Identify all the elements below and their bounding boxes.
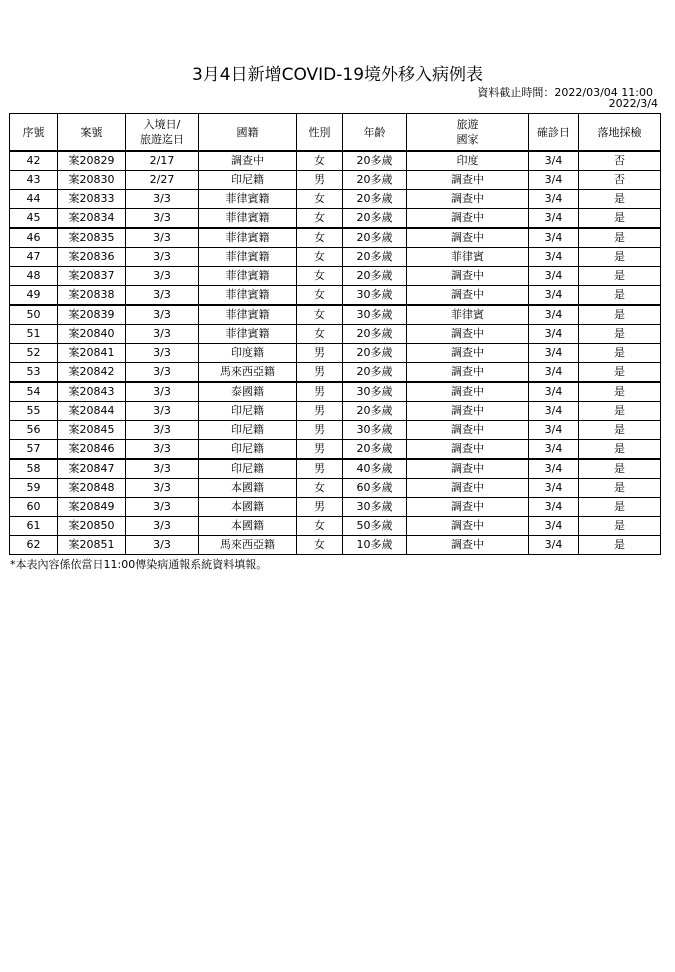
cell-travel-country: 調查中 (407, 479, 529, 498)
cell-age: 60多歲 (343, 479, 407, 498)
cell-nationality: 菲律賓籍 (199, 286, 297, 306)
table-row (10, 363, 661, 383)
cell-case-no: 案20843 (58, 382, 126, 402)
cell-age: 20多歲 (343, 440, 407, 460)
cell-seq: 56 (10, 421, 58, 440)
cell-case-no: 案20847 (58, 459, 126, 479)
cell-seq: 46 (10, 228, 58, 248)
cell-age: 20多歲 (343, 325, 407, 344)
header-row (10, 114, 661, 152)
cell-case-no: 案20846 (58, 440, 126, 460)
cell-testing: 是 (579, 402, 661, 421)
cell-age: 20多歲 (343, 190, 407, 209)
cell-confirm-date: 3/4 (529, 498, 579, 517)
cell-seq: 48 (10, 267, 58, 286)
footnote: *本表內容係依當日11:00傳染病通報系統資料填報。 (10, 558, 268, 571)
table-row (10, 305, 661, 325)
cell-case-no: 案20839 (58, 305, 126, 325)
cell-nationality: 菲律賓籍 (199, 248, 297, 267)
cell-nationality: 菲律賓籍 (199, 209, 297, 229)
cell-seq: 62 (10, 536, 58, 555)
cell-testing: 是 (579, 440, 661, 460)
header-entry-date (126, 114, 199, 152)
cell-nationality: 菲律賓籍 (199, 305, 297, 325)
cell-travel-country: 調查中 (407, 382, 529, 402)
cell-seq: 43 (10, 171, 58, 190)
cell-testing: 否 (579, 171, 661, 190)
table-row (10, 209, 661, 229)
cell-age: 30多歲 (343, 382, 407, 402)
cell-sex: 女 (297, 248, 343, 267)
cell-entry-date: 3/3 (126, 479, 199, 498)
table-row (10, 421, 661, 440)
report-date: 2022/3/4 (608, 97, 658, 110)
cell-confirm-date: 3/4 (529, 440, 579, 460)
cell-travel-country: 調查中 (407, 498, 529, 517)
cell-testing: 否 (579, 151, 661, 171)
cell-entry-date: 3/3 (126, 382, 199, 402)
cell-sex: 男 (297, 382, 343, 402)
cell-age: 30多歲 (343, 286, 407, 306)
cell-seq: 42 (10, 151, 58, 171)
cell-seq: 61 (10, 517, 58, 536)
cell-nationality: 印尼籍 (199, 171, 297, 190)
cell-confirm-date: 3/4 (529, 151, 579, 171)
cell-sex: 男 (297, 344, 343, 363)
cell-travel-country: 調查中 (407, 171, 529, 190)
header-confirm-date: 確診日 (529, 114, 579, 152)
cell-travel-country: 調查中 (407, 517, 529, 536)
cell-confirm-date: 3/4 (529, 382, 579, 402)
cell-nationality: 本國籍 (199, 479, 297, 498)
cell-seq: 45 (10, 209, 58, 229)
cell-entry-date: 2/17 (126, 151, 199, 171)
cell-seq: 51 (10, 325, 58, 344)
cell-nationality: 菲律賓籍 (199, 267, 297, 286)
cell-confirm-date: 3/4 (529, 536, 579, 555)
cell-seq: 57 (10, 440, 58, 460)
cell-testing: 是 (579, 382, 661, 402)
cell-sex: 男 (297, 402, 343, 421)
cell-seq: 60 (10, 498, 58, 517)
cell-travel-country: 調查中 (407, 344, 529, 363)
cell-confirm-date: 3/4 (529, 190, 579, 209)
cell-sex: 男 (297, 363, 343, 383)
cell-seq: 53 (10, 363, 58, 383)
cell-case-no: 案20845 (58, 421, 126, 440)
cell-nationality: 菲律賓籍 (199, 228, 297, 248)
cell-entry-date: 3/3 (126, 498, 199, 517)
cell-case-no: 案20830 (58, 171, 126, 190)
cell-sex: 女 (297, 325, 343, 344)
cell-nationality: 印尼籍 (199, 421, 297, 440)
cell-testing: 是 (579, 305, 661, 325)
cell-age: 30多歲 (343, 498, 407, 517)
cell-entry-date: 3/3 (126, 344, 199, 363)
cell-sex: 女 (297, 517, 343, 536)
cell-nationality: 馬來西亞籍 (199, 363, 297, 383)
table-row (10, 440, 661, 460)
cell-travel-country: 調查中 (407, 421, 529, 440)
cell-testing: 是 (579, 228, 661, 248)
cell-nationality: 印尼籍 (199, 440, 297, 460)
data-cutoff-time: 資料截止時間：2022/03/04 11:00 (477, 86, 653, 99)
cell-nationality: 調查中 (199, 151, 297, 171)
cell-case-no: 案20844 (58, 402, 126, 421)
cell-sex: 女 (297, 151, 343, 171)
cell-sex: 女 (297, 286, 343, 306)
cell-case-no: 案20850 (58, 517, 126, 536)
cell-travel-country: 調查中 (407, 536, 529, 555)
cell-case-no: 案20833 (58, 190, 126, 209)
cell-travel-country: 調查中 (407, 190, 529, 209)
cell-seq: 52 (10, 344, 58, 363)
cell-confirm-date: 3/4 (529, 305, 579, 325)
cell-travel-country: 調查中 (407, 440, 529, 460)
cell-confirm-date: 3/4 (529, 363, 579, 383)
cell-case-no: 案20842 (58, 363, 126, 383)
cell-case-no: 案20848 (58, 479, 126, 498)
cell-testing: 是 (579, 344, 661, 363)
cell-confirm-date: 3/4 (529, 267, 579, 286)
cell-travel-country: 調查中 (407, 402, 529, 421)
cell-case-no: 案20836 (58, 248, 126, 267)
cell-testing: 是 (579, 363, 661, 383)
cell-age: 20多歲 (343, 267, 407, 286)
cell-testing: 是 (579, 286, 661, 306)
header-entry-line2: 旅遊迄日 (140, 133, 184, 146)
header-entry-line1: 入境日/ (143, 118, 181, 131)
cell-age: 10多歲 (343, 536, 407, 555)
cell-sex: 女 (297, 267, 343, 286)
table-row (10, 190, 661, 209)
cell-confirm-date: 3/4 (529, 421, 579, 440)
cell-seq: 44 (10, 190, 58, 209)
cell-age: 20多歲 (343, 344, 407, 363)
cell-confirm-date: 3/4 (529, 459, 579, 479)
cell-sex: 女 (297, 305, 343, 325)
cell-nationality: 印尼籍 (199, 402, 297, 421)
header-travel-line1: 旅遊 (456, 118, 479, 131)
cell-confirm-date: 3/4 (529, 171, 579, 190)
table-body (10, 151, 661, 555)
cell-nationality: 印尼籍 (199, 459, 297, 479)
cell-testing: 是 (579, 190, 661, 209)
cell-age: 20多歲 (343, 171, 407, 190)
cell-age: 20多歲 (343, 248, 407, 267)
header-sex: 性別 (297, 114, 343, 152)
table-row (10, 479, 661, 498)
header-age: 年齡 (343, 114, 407, 152)
cell-travel-country: 菲律賓 (407, 305, 529, 325)
cell-nationality: 本國籍 (199, 498, 297, 517)
cell-confirm-date: 3/4 (529, 228, 579, 248)
cell-case-no: 案20829 (58, 151, 126, 171)
cell-testing: 是 (579, 325, 661, 344)
cell-nationality: 泰國籍 (199, 382, 297, 402)
cell-case-no: 案20851 (58, 536, 126, 555)
cell-case-no: 案20834 (58, 209, 126, 229)
cell-travel-country: 調查中 (407, 363, 529, 383)
cell-seq: 58 (10, 459, 58, 479)
table-row (10, 325, 661, 344)
cell-seq: 54 (10, 382, 58, 402)
cell-case-no: 案20840 (58, 325, 126, 344)
cell-age: 50多歲 (343, 517, 407, 536)
cell-testing: 是 (579, 517, 661, 536)
table-row (10, 151, 661, 171)
cell-entry-date: 3/3 (126, 209, 199, 229)
cell-sex: 男 (297, 498, 343, 517)
cell-sex: 男 (297, 459, 343, 479)
header-travel-country (407, 114, 529, 152)
cell-age: 20多歲 (343, 402, 407, 421)
cell-age: 30多歲 (343, 305, 407, 325)
cell-entry-date: 3/3 (126, 440, 199, 460)
table-row (10, 267, 661, 286)
cell-confirm-date: 3/4 (529, 402, 579, 421)
cell-sex: 女 (297, 536, 343, 555)
table-header (10, 114, 661, 152)
cell-age: 20多歲 (343, 209, 407, 229)
cell-entry-date: 3/3 (126, 402, 199, 421)
table-row (10, 171, 661, 190)
cell-confirm-date: 3/4 (529, 325, 579, 344)
cell-entry-date: 3/3 (126, 248, 199, 267)
cell-travel-country: 調查中 (407, 325, 529, 344)
table-row (10, 382, 661, 402)
cell-confirm-date: 3/4 (529, 209, 579, 229)
table-row (10, 344, 661, 363)
cell-confirm-date: 3/4 (529, 517, 579, 536)
header-case-no: 案號 (58, 114, 126, 152)
cell-case-no: 案20835 (58, 228, 126, 248)
cell-case-no: 案20849 (58, 498, 126, 517)
cell-entry-date: 3/3 (126, 228, 199, 248)
cell-entry-date: 3/3 (126, 363, 199, 383)
cell-seq: 49 (10, 286, 58, 306)
cell-nationality: 本國籍 (199, 517, 297, 536)
cell-entry-date: 3/3 (126, 536, 199, 555)
table-row (10, 517, 661, 536)
cell-travel-country: 調查中 (407, 286, 529, 306)
cell-sex: 女 (297, 228, 343, 248)
header-testing: 落地採檢 (579, 114, 661, 152)
cell-testing: 是 (579, 498, 661, 517)
cell-confirm-date: 3/4 (529, 479, 579, 498)
cell-sex: 男 (297, 171, 343, 190)
cell-entry-date: 3/3 (126, 286, 199, 306)
cell-sex: 女 (297, 479, 343, 498)
cell-travel-country: 調查中 (407, 459, 529, 479)
cell-testing: 是 (579, 209, 661, 229)
cell-testing: 是 (579, 248, 661, 267)
cell-age: 30多歲 (343, 421, 407, 440)
cell-testing: 是 (579, 459, 661, 479)
cell-entry-date: 2/27 (126, 171, 199, 190)
page-title: 3月4日新增COVID-19境外移入病例表 (191, 65, 484, 85)
cell-testing: 是 (579, 267, 661, 286)
header-travel-line2: 國家 (456, 133, 479, 146)
table-row (10, 498, 661, 517)
cell-nationality: 菲律賓籍 (199, 190, 297, 209)
cell-case-no: 案20841 (58, 344, 126, 363)
cell-testing: 是 (579, 479, 661, 498)
cell-entry-date: 3/3 (126, 267, 199, 286)
cell-sex: 女 (297, 190, 343, 209)
cell-nationality: 菲律賓籍 (199, 325, 297, 344)
cell-nationality: 印度籍 (199, 344, 297, 363)
cell-confirm-date: 3/4 (529, 344, 579, 363)
cell-travel-country: 印度 (407, 151, 529, 171)
cell-entry-date: 3/3 (126, 305, 199, 325)
cell-seq: 47 (10, 248, 58, 267)
cell-age: 20多歲 (343, 363, 407, 383)
table-row (10, 286, 661, 306)
cell-seq: 59 (10, 479, 58, 498)
cell-age: 20多歲 (343, 228, 407, 248)
cell-nationality: 馬來西亞籍 (199, 536, 297, 555)
table-row (10, 248, 661, 267)
cell-travel-country: 調查中 (407, 209, 529, 229)
table-row (10, 536, 661, 555)
cell-age: 20多歲 (343, 151, 407, 171)
cell-sex: 男 (297, 440, 343, 460)
cell-sex: 女 (297, 209, 343, 229)
cell-seq: 55 (10, 402, 58, 421)
cell-entry-date: 3/3 (126, 190, 199, 209)
cell-testing: 是 (579, 536, 661, 555)
cell-travel-country: 菲律賓 (407, 248, 529, 267)
cell-entry-date: 3/3 (126, 459, 199, 479)
cell-confirm-date: 3/4 (529, 286, 579, 306)
cell-travel-country: 調查中 (407, 267, 529, 286)
table-row (10, 402, 661, 421)
cell-sex: 男 (297, 421, 343, 440)
cell-entry-date: 3/3 (126, 325, 199, 344)
cell-age: 40多歲 (343, 459, 407, 479)
cell-travel-country: 調查中 (407, 228, 529, 248)
cell-seq: 50 (10, 305, 58, 325)
header-nationality: 國籍 (199, 114, 297, 152)
cell-case-no: 案20837 (58, 267, 126, 286)
cell-confirm-date: 3/4 (529, 248, 579, 267)
header-seq: 序號 (10, 114, 58, 152)
cell-testing: 是 (579, 421, 661, 440)
table-row (10, 228, 661, 248)
table-row (10, 459, 661, 479)
cell-case-no: 案20838 (58, 286, 126, 306)
cell-entry-date: 3/3 (126, 517, 199, 536)
cell-entry-date: 3/3 (126, 421, 199, 440)
case-table (9, 113, 661, 555)
